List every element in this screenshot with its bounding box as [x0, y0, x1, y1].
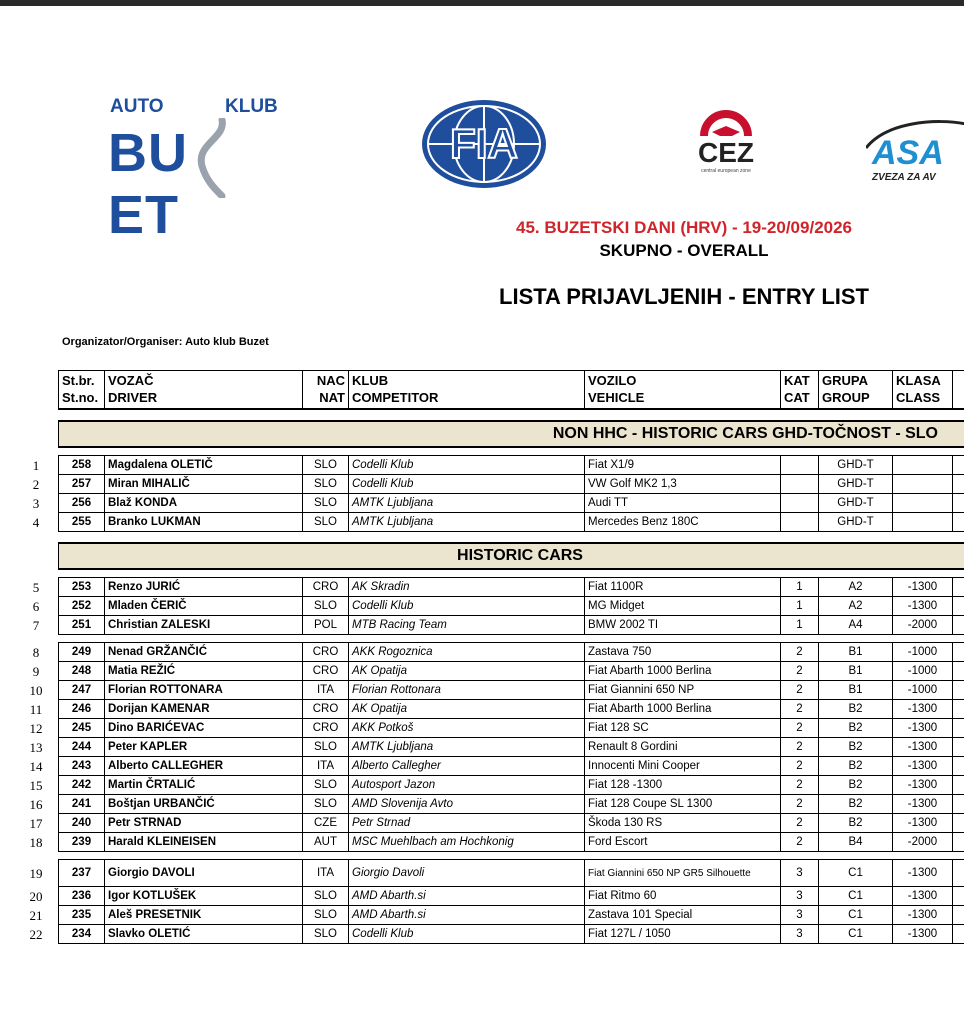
cell-kat: 2: [781, 757, 819, 776]
cell-driver: Dorijan KAMENAR: [105, 700, 303, 719]
cell-no: 234: [59, 925, 105, 944]
cell-class: -1000: [893, 643, 953, 662]
table-row: [59, 700, 964, 719]
group-gap: [59, 447, 964, 456]
cell-no: 242: [59, 776, 105, 795]
cell-kat: 2: [781, 681, 819, 700]
cell-group: B2: [819, 757, 893, 776]
cell-class: -1300: [893, 776, 953, 795]
cell-class: -1300: [893, 700, 953, 719]
cell-driver: Boštjan URBANČIĆ: [105, 795, 303, 814]
row-index-number: 5: [32, 579, 40, 595]
row-index-number: 15: [29, 777, 43, 793]
row-index-number: 9: [32, 663, 40, 679]
cell-driver: Branko LUKMAN: [105, 513, 303, 532]
cell-nat: SLO: [303, 887, 349, 906]
cell-no: 246: [59, 700, 105, 719]
cell-vehicle: Zastava 750: [585, 643, 781, 662]
cell-vehicle: Fiat Giannini 650 NP: [585, 681, 781, 700]
asa-logo: [866, 118, 964, 188]
cell-group: B2: [819, 814, 893, 833]
cell-kat: 2: [781, 700, 819, 719]
cell-club: AK Opatija: [349, 662, 585, 681]
table-row: [59, 833, 964, 852]
group-gap: [59, 635, 964, 643]
cell-nat: SLO: [303, 494, 349, 513]
cell-no: 253: [59, 578, 105, 597]
cell-group: B4: [819, 833, 893, 852]
cell-extra: [953, 906, 964, 925]
cell-no: 240: [59, 814, 105, 833]
cell-class: -1300: [893, 814, 953, 833]
cell-nat: CZE: [303, 814, 349, 833]
cell-extra: [953, 597, 964, 616]
cell-group: B2: [819, 719, 893, 738]
row-index-number: 16: [29, 796, 43, 812]
cell-group: B2: [819, 700, 893, 719]
cell-vehicle: Innocenti Mini Cooper: [585, 757, 781, 776]
cell-class: -1300: [893, 860, 953, 887]
cell-kat: [781, 494, 819, 513]
row-index-number: 18: [29, 834, 43, 850]
cell-class: -2000: [893, 616, 953, 635]
cell-class: -1000: [893, 662, 953, 681]
cell-vehicle: Fiat X1/9: [585, 456, 781, 475]
cell-class: -1300: [893, 887, 953, 906]
cell-club: AK Skradin: [349, 578, 585, 597]
cell-kat: [781, 456, 819, 475]
cell-group: A2: [819, 597, 893, 616]
cell-driver: Alberto CALLEGHER: [105, 757, 303, 776]
cell-club: AMTK Ljubljana: [349, 513, 585, 532]
cell-club: Alberto Callegher: [349, 757, 585, 776]
cell-driver: Peter KAPLER: [105, 738, 303, 757]
cell-no: 258: [59, 456, 105, 475]
cez-tagline: central european zone: [701, 168, 751, 174]
cell-driver: Matia REŽIĆ: [105, 662, 303, 681]
cell-class: [893, 475, 953, 494]
row-index-number: 3: [32, 495, 40, 511]
cell-vehicle: Audi TT: [585, 494, 781, 513]
cell-driver: Magdalena OLETIČ: [105, 456, 303, 475]
table-row: [59, 887, 964, 906]
cell-extra: [953, 681, 964, 700]
cell-club: AKK Potkoš: [349, 719, 585, 738]
cell-kat: 1: [781, 616, 819, 635]
cell-no: 247: [59, 681, 105, 700]
cell-class: [893, 513, 953, 532]
cell-kat: 2: [781, 738, 819, 757]
cell-club: Florian Rottonara: [349, 681, 585, 700]
cell-extra: [953, 700, 964, 719]
cell-extra: [953, 833, 964, 852]
table-row: [59, 494, 964, 513]
table-row: [59, 597, 964, 616]
entry-list-title: LISTA PRIJAVLJENIH - ENTRY LIST: [499, 284, 869, 309]
cell-driver: Aleš PRESETNIK: [105, 906, 303, 925]
cell-extra: [953, 757, 964, 776]
row-index-number: 19: [29, 865, 43, 881]
row-index-number: 20: [29, 888, 43, 904]
logo-swoosh-icon: [192, 118, 232, 198]
cell-vehicle: BMW 2002 TI: [585, 616, 781, 635]
event-title: 45. BUZETSKI DANI (HRV) - 19-20/09/2026: [515, 218, 853, 237]
cell-kat: 3: [781, 925, 819, 944]
cell-nat: CRO: [303, 662, 349, 681]
table-row: [59, 513, 964, 532]
cell-nat: AUT: [303, 833, 349, 852]
cell-vehicle: Fiat 128 -1300: [585, 776, 781, 795]
cell-nat: CRO: [303, 719, 349, 738]
cell-nat: SLO: [303, 738, 349, 757]
table-row: [59, 578, 964, 597]
cell-extra: [953, 776, 964, 795]
table-header-row: [59, 371, 964, 410]
cell-club: AMD Abarth.si: [349, 906, 585, 925]
row-index-number: 13: [29, 739, 43, 755]
row-index-number: 8: [32, 644, 40, 660]
cell-driver: Slavko OLETIĆ: [105, 925, 303, 944]
table-row: [59, 757, 964, 776]
cell-club: AMD Abarth.si: [349, 887, 585, 906]
cell-club: Codelli Klub: [349, 597, 585, 616]
cell-driver: Petr STRNAD: [105, 814, 303, 833]
col-header-class: KLASA CLASS: [893, 371, 953, 410]
cell-extra: [953, 814, 964, 833]
cell-nat: ITA: [303, 757, 349, 776]
cell-no: 248: [59, 662, 105, 681]
cell-nat: ITA: [303, 860, 349, 887]
cell-group: GHD-T: [819, 475, 893, 494]
cell-club: Codelli Klub: [349, 925, 585, 944]
cell-class: -1300: [893, 578, 953, 597]
row-index-number: 17: [29, 815, 43, 831]
cell-class: -2000: [893, 833, 953, 852]
cell-club: AKK Rogoznica: [349, 643, 585, 662]
cell-extra: [953, 494, 964, 513]
cell-kat: 2: [781, 776, 819, 795]
cell-extra: [953, 643, 964, 662]
cell-nat: CRO: [303, 578, 349, 597]
cell-kat: 2: [781, 643, 819, 662]
cell-club: Giorgio Davoli: [349, 860, 585, 887]
cell-group: C1: [819, 925, 893, 944]
cell-no: 244: [59, 738, 105, 757]
cell-club: AMTK Ljubljana: [349, 494, 585, 513]
cell-vehicle: Fiat Abarth 1000 Berlina: [585, 700, 781, 719]
row-index-number: 4: [32, 514, 40, 530]
cell-nat: SLO: [303, 795, 349, 814]
cell-kat: 3: [781, 906, 819, 925]
cell-class: [893, 456, 953, 475]
cell-group: C1: [819, 860, 893, 887]
cell-nat: SLO: [303, 925, 349, 944]
table-row: [59, 456, 964, 475]
cell-no: 251: [59, 616, 105, 635]
cell-kat: 2: [781, 795, 819, 814]
cell-group: B1: [819, 662, 893, 681]
cell-driver: Dino BARIĆEVAC: [105, 719, 303, 738]
cell-group: C1: [819, 887, 893, 906]
logo-auto-text: AUTO: [110, 96, 164, 117]
cell-kat: 3: [781, 860, 819, 887]
cell-group: GHD-T: [819, 494, 893, 513]
section-spacer: [59, 532, 964, 544]
entry-list-body: [59, 409, 964, 944]
top-edge-bar: [0, 0, 964, 6]
cell-driver: Christian ZALESKI: [105, 616, 303, 635]
cell-class: -1300: [893, 757, 953, 776]
row-index-number: 1: [32, 457, 40, 473]
cell-club: Autosport Jazon: [349, 776, 585, 795]
group-gap: [59, 569, 964, 578]
cell-class: -1300: [893, 597, 953, 616]
row-index-number: 6: [32, 598, 40, 614]
cell-vehicle: MG Midget: [585, 597, 781, 616]
cell-extra: [953, 738, 964, 757]
cell-driver: Mladen ČERIČ: [105, 597, 303, 616]
table-row: [59, 475, 964, 494]
cell-group: C1: [819, 906, 893, 925]
cell-group: A2: [819, 578, 893, 597]
section-header-row: [59, 421, 964, 447]
cell-extra: [953, 662, 964, 681]
cell-club: Codelli Klub: [349, 456, 585, 475]
cell-extra: [953, 860, 964, 887]
cell-nat: CRO: [303, 643, 349, 662]
cell-no: 236: [59, 887, 105, 906]
col-header-club: KLUB COMPETITOR: [349, 371, 585, 410]
cell-driver: Harald KLEINEISEN: [105, 833, 303, 852]
row-index-number: 7: [32, 617, 40, 633]
row-index-number: 12: [29, 720, 43, 736]
cell-group: GHD-T: [819, 456, 893, 475]
organizer-line: Organizator/Organiser: Auto klub Buzet: [62, 336, 269, 348]
cell-club: MTB Racing Team: [349, 616, 585, 635]
cell-no: 256: [59, 494, 105, 513]
cell-group: B2: [819, 795, 893, 814]
cell-vehicle: Fiat Giannini 650 NP GR5 Silhouette: [585, 860, 781, 887]
cell-vehicle: Fiat 128 SC: [585, 719, 781, 738]
cell-kat: [781, 513, 819, 532]
row-index-number: 21: [29, 907, 43, 923]
col-header-extra: [953, 371, 964, 410]
cell-group: B1: [819, 681, 893, 700]
cell-driver: Giorgio DAVOLI: [105, 860, 303, 887]
cell-driver: Martin ČRTALIĆ: [105, 776, 303, 795]
cell-vehicle: Fiat 1100R: [585, 578, 781, 597]
table-row: [59, 616, 964, 635]
logo-buzet-text: BU ET: [108, 123, 188, 245]
cell-driver: Igor KOTLUŠEK: [105, 887, 303, 906]
cell-extra: [953, 513, 964, 532]
col-header-no: St.br. St.no.: [59, 371, 105, 410]
table-row: [59, 906, 964, 925]
row-index-number: 2: [32, 476, 40, 492]
table-row: [59, 662, 964, 681]
cell-vehicle: Ford Escort: [585, 833, 781, 852]
cell-vehicle: Fiat Abarth 1000 Berlina: [585, 662, 781, 681]
cell-class: -1300: [893, 906, 953, 925]
asa-swoosh-icon: [866, 118, 964, 188]
cell-kat: [781, 475, 819, 494]
cell-nat: SLO: [303, 513, 349, 532]
table-row: [59, 738, 964, 757]
cell-no: 252: [59, 597, 105, 616]
cell-no: 243: [59, 757, 105, 776]
col-header-group: GRUPA GROUP: [819, 371, 893, 410]
cell-class: -1300: [893, 795, 953, 814]
cell-group: B2: [819, 738, 893, 757]
table-row: [59, 681, 964, 700]
cell-vehicle: Škoda 130 RS: [585, 814, 781, 833]
row-index-number: 14: [29, 758, 43, 774]
cell-extra: [953, 887, 964, 906]
asa-logo-text: ASA: [872, 134, 944, 172]
cell-driver: Florian ROTTONARA: [105, 681, 303, 700]
col-header-kat: KAT CAT: [781, 371, 819, 410]
cell-extra: [953, 795, 964, 814]
cell-kat: 2: [781, 814, 819, 833]
asa-tagline: ZVEZA ZA AV: [872, 172, 936, 183]
cell-group: B2: [819, 776, 893, 795]
cell-vehicle: Fiat 128 Coupe SL 1300: [585, 795, 781, 814]
col-header-vehicle: VOZILO VEHICLE: [585, 371, 781, 410]
cell-club: Petr Strnad: [349, 814, 585, 833]
cell-no: 241: [59, 795, 105, 814]
cell-vehicle: VW Golf MK2 1,3: [585, 475, 781, 494]
cell-extra: [953, 925, 964, 944]
cell-no: 235: [59, 906, 105, 925]
fia-globe-icon: [420, 98, 548, 190]
cell-club: AMTK Ljubljana: [349, 738, 585, 757]
cell-nat: SLO: [303, 475, 349, 494]
cell-class: -1300: [893, 925, 953, 944]
cell-no: 239: [59, 833, 105, 852]
cell-nat: SLO: [303, 776, 349, 795]
cell-vehicle: Mercedes Benz 180C: [585, 513, 781, 532]
group-gap: [59, 852, 964, 860]
table-row: [59, 719, 964, 738]
row-index-number: 11: [29, 701, 43, 717]
cell-group: B1: [819, 643, 893, 662]
cell-kat: 2: [781, 719, 819, 738]
cell-nat: CRO: [303, 700, 349, 719]
section-title: NON HHC - HISTORIC CARS GHD-TOČNOST - SLO: [59, 421, 964, 447]
col-header-nat: NAC NAT: [303, 371, 349, 410]
table-row: [59, 776, 964, 795]
cell-club: MSC Muehlbach am Hochkonig: [349, 833, 585, 852]
table-row: [59, 814, 964, 833]
section-title: HISTORIC CARS: [59, 543, 964, 569]
table-row: [59, 925, 964, 944]
fia-logo-text: FIA: [450, 120, 518, 167]
cell-no: 245: [59, 719, 105, 738]
row-index-number: 22: [29, 926, 43, 942]
cell-class: -1000: [893, 681, 953, 700]
cell-club: AMD Slovenija Avto: [349, 795, 585, 814]
section-header-row: [59, 543, 964, 569]
row-index-number: 10: [29, 682, 43, 698]
table-row: [59, 795, 964, 814]
cell-nat: SLO: [303, 597, 349, 616]
cell-extra: [953, 475, 964, 494]
table-row: [59, 860, 964, 887]
cell-club: Codelli Klub: [349, 475, 585, 494]
cell-class: [893, 494, 953, 513]
cell-kat: 2: [781, 662, 819, 681]
cell-vehicle: Renault 8 Gordini: [585, 738, 781, 757]
event-subtitle: SKUPNO - OVERALL: [599, 241, 769, 260]
cell-vehicle: Fiat 127L / 1050: [585, 925, 781, 944]
table-row: [59, 643, 964, 662]
cell-kat: 1: [781, 578, 819, 597]
cell-nat: SLO: [303, 456, 349, 475]
cell-driver: Blaž KONDA: [105, 494, 303, 513]
cell-kat: 2: [781, 833, 819, 852]
cell-extra: [953, 616, 964, 635]
logo-klub-text: KLUB: [225, 96, 278, 117]
cell-no: 237: [59, 860, 105, 887]
cez-wheel-icon: [682, 96, 772, 176]
cell-group: A4: [819, 616, 893, 635]
cell-extra: [953, 578, 964, 597]
cell-extra: [953, 456, 964, 475]
cell-nat: SLO: [303, 906, 349, 925]
cell-class: -1300: [893, 738, 953, 757]
cell-vehicle: Zastava 101 Special: [585, 906, 781, 925]
cell-no: 255: [59, 513, 105, 532]
cell-driver: Miran MIHALIČ: [105, 475, 303, 494]
cell-nat: POL: [303, 616, 349, 635]
cell-driver: Renzo JURIĆ: [105, 578, 303, 597]
cez-logo-text: CEZ: [698, 137, 754, 168]
cell-vehicle: Fiat Ritmo 60: [585, 887, 781, 906]
cell-no: 257: [59, 475, 105, 494]
auto-klub-buzet-logo: [108, 96, 278, 245]
col-header-driver: VOZAČ DRIVER: [105, 371, 303, 410]
cell-club: AK Opatija: [349, 700, 585, 719]
cell-no: 249: [59, 643, 105, 662]
section-spacer: [59, 409, 964, 421]
fia-logo: [420, 98, 548, 190]
cell-class: -1300: [893, 719, 953, 738]
cell-kat: 3: [781, 887, 819, 906]
cell-driver: Nenad GRŽANČIĆ: [105, 643, 303, 662]
cell-extra: [953, 719, 964, 738]
cez-logo: [682, 96, 772, 176]
entry-list-table: [58, 370, 964, 944]
cell-nat: ITA: [303, 681, 349, 700]
cell-group: GHD-T: [819, 513, 893, 532]
cell-kat: 1: [781, 597, 819, 616]
